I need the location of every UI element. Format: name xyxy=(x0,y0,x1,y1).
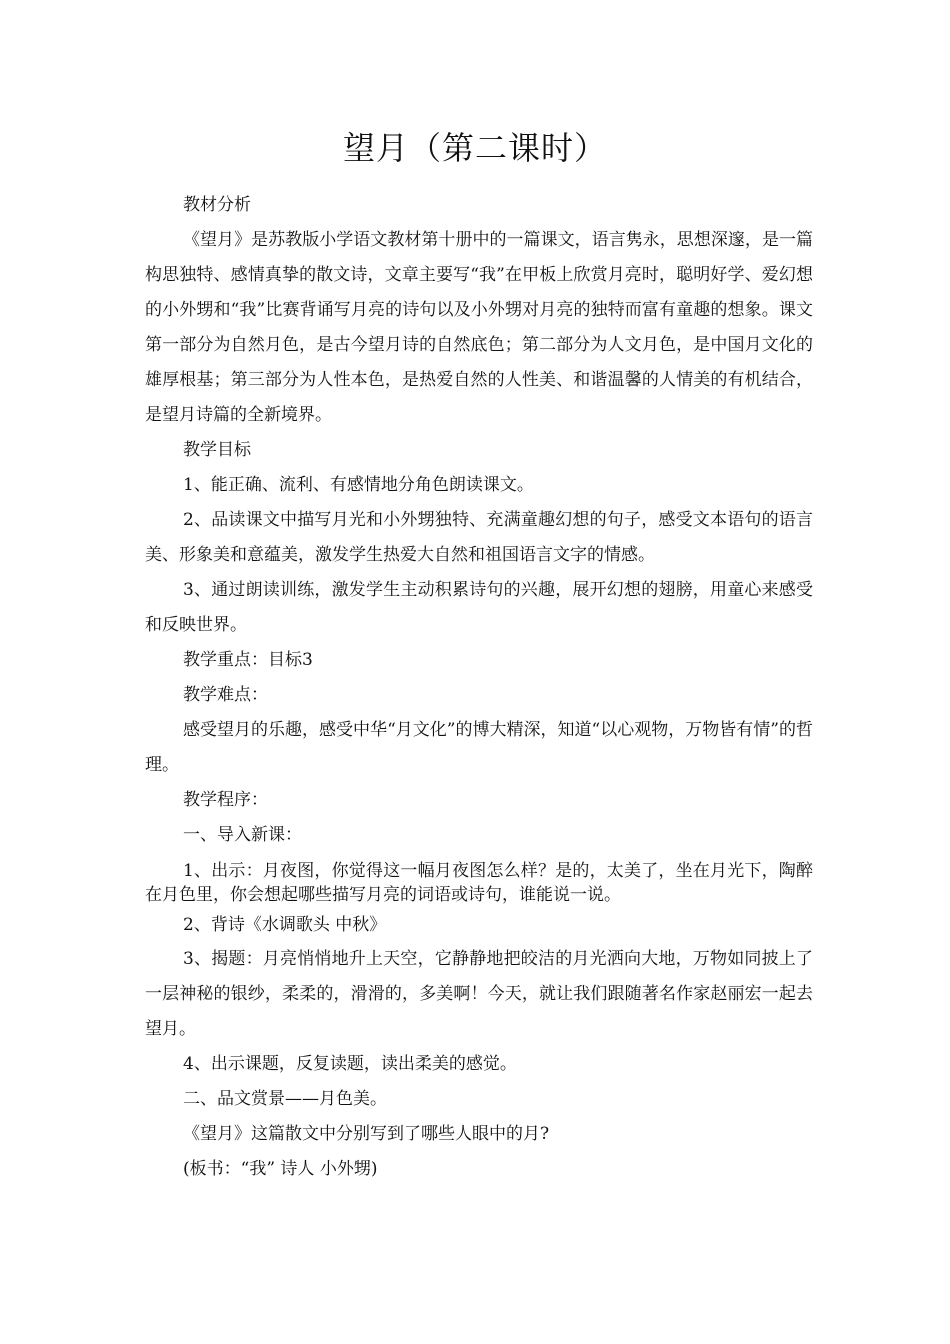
teaching-focus: 教学重点：目标3 xyxy=(183,650,313,670)
procedure-step-3: 3、揭题：月亮悄悄地升上天空，它静静地把皎洁的月光洒向大地，万物如同披上了一层神秘的银纱，柔柔的，滑滑的，多美啊！今天，就让我们跟随著名作家赵丽宏一起去望月。 xyxy=(145,949,813,1039)
document-title: 望月（第二课时） xyxy=(342,129,607,167)
paragraph-textbook-analysis: 《望月》是苏教版小学语文教材第十册中的一篇课文，语言隽永，思想深邃，是一篇构思独特、感情真挚的散文诗，文章主要写“我”在甲板上欣赏月亮时，聪明好学、爱幻想的小外甥和“我”比赛背诵写月亮的诗句以及小外甥对月亮的独特而富有童趣的想象。课文第一部分为自然月色，是古今望月诗的自然底色；第二部分为人文月色，是中国月文化的雄厚根基；第三部分为人性本色，是热爱自然的人性美、和谐温馨的人情美的有机结合，是望月诗篇的全新境界。 xyxy=(145,230,813,425)
document-body xyxy=(145,188,813,1187)
section-appreciation: 二、品文赏景——月色美。 xyxy=(183,1089,387,1109)
heading-textbook-analysis: 教材分析 xyxy=(183,195,251,215)
heading-teaching-goals: 教学目标 xyxy=(183,440,251,460)
heading-teaching-procedure: 教学程序： xyxy=(183,790,268,810)
goal-item-3: 3、通过朗读训练，激发学生主动积累诗句的兴趣，展开幻想的翅膀，用童心来感受和反映世界。 xyxy=(145,580,813,635)
procedure-step-4: 4、出示课题，反复读题，读出柔美的感觉。 xyxy=(183,1054,517,1074)
heading-teaching-difficulty: 教学难点： xyxy=(183,685,268,705)
goal-item-2: 2、品读课文中描写月光和小外甥独特、充满童趣幻想的句子，感受文本语句的语言美、形象美和意蕴美，激发学生热爱大自然和祖国语言文字的情感。 xyxy=(145,510,813,565)
blackboard-note: (板书：“我” 诗人 小外甥) xyxy=(183,1159,378,1179)
procedure-step-2: 2、背诗《水调歌头 中秋》 xyxy=(183,915,387,935)
goal-item-1: 1、能正确、流利、有感情地分角色朗读课文。 xyxy=(183,475,534,495)
procedure-step-1: 1、出示：月夜图，你觉得这一幅月夜图怎么样？是的，太美了，坐在月光下，陶醉在月色里，你会想起哪些描写月亮的词语或诗句，谁能说一说。 xyxy=(145,861,813,905)
appreciation-question: 《望月》这篇散文中分别写到了哪些人眼中的月? xyxy=(183,1124,550,1144)
section-introduction: 一、导入新课： xyxy=(183,825,302,845)
paragraph-teaching-difficulty: 感受望月的乐趣，感受中华“月文化”的博大精深，知道“以心观物，万物皆有情”的哲理。 xyxy=(145,720,813,775)
